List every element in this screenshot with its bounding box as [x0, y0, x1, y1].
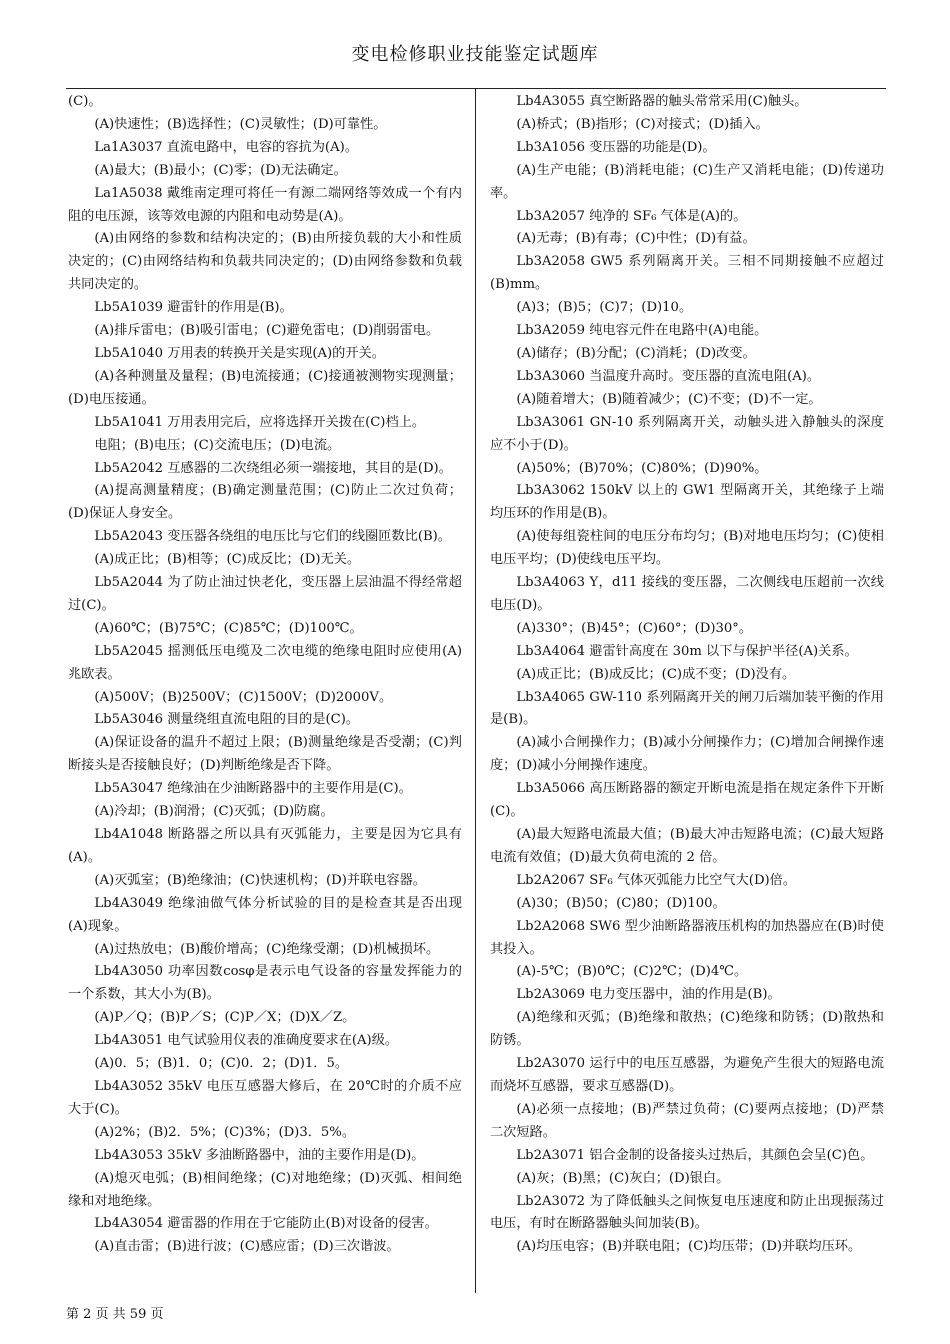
text-line: (A)50%；(B)70%；(C)80%；(D)90%。 — [516, 460, 768, 476]
text-line: Lb3A5066 高压断路器的额定开断电流是指在规定条件下开断(C)。 — [490, 781, 884, 820]
text-line: (A)成正比；(B)成反比；(C)成不变；(D)没有。 — [516, 666, 796, 682]
text-line: La1A3037 直流电路中，电容的容抗为(A)。 — [94, 139, 358, 155]
text-line: (A)2%；(B)2．5%；(C)3%；(D)3．5%。 — [94, 1124, 356, 1140]
text-line: (A)灭弧室；(B)绝缘油；(C)快速机构；(D)并联电容器。 — [94, 872, 426, 888]
text-line: Lb4A3049 绝缘油做气体分析试验的目的是检查其是否出现(A)现象。 — [68, 895, 462, 934]
text-line: Lb3A3061 GN-10 系列隔离开关，动触头进入静触头的深度应不小于(D)。 — [490, 414, 884, 453]
text-line: Lb3A4063 Y，d11 接线的变压器，二次侧线电压超前一次线电压(D)。 — [490, 575, 884, 613]
column-divider — [475, 89, 476, 1293]
text-line: (A)直击雷；(B)进行波；(C)感应雷；(D)三次谐波。 — [94, 1239, 400, 1255]
text-line: (A)60℃；(B)75℃；(C)85℃；(D)100℃。 — [94, 620, 363, 636]
text-line: (A)必须一点接地；(B)严禁过负荷；(C)要两点接地；(D)严禁二次短路。 — [490, 1101, 884, 1140]
text-line: Lb4A3051 电气试验用仪表的准确度要求在(A)级。 — [94, 1033, 399, 1049]
page-header-title: 变电检修职业技能鉴定试题库 — [351, 44, 599, 65]
text-line: Lb3A1056 变压器的功能是(D)。 — [516, 139, 716, 155]
text-line: (A)提高测量精度；(B)确定测量范围；(C)防止二次过负荷；(D)保证人身安全。 — [68, 483, 462, 522]
text-line: (A)使每组瓷柱间的电压分布均匀；(B)对地电压均匀；(C)使相电压平均；(D)使线电压平均。 — [490, 529, 884, 568]
text-line: Lb3A2058 GW5 系列隔离开关。三相不同期接触不应超过(B)mm。 — [490, 254, 884, 293]
text-line: Lb4A1048 断路器之所以具有灭弧能力，主要是因为它具有(A)。 — [68, 827, 462, 865]
text-line: (A)熄灭电弧；(B)相间绝缘；(C)对地绝缘；(D)灭弧、相间绝缘和对地绝缘。 — [68, 1170, 462, 1209]
text-line: (A)330°；(B)45°；(C)60°；(D)30°。 — [516, 620, 753, 636]
text-line: Lb3A4064 避雷针高度在 30m 以下与保护半径(A)关系。 — [516, 643, 858, 659]
text-line: Lb2A2068 SW6 型少油断路器液压机构的加热器应在(B)时使其投入。 — [490, 918, 884, 957]
text-line: Lb4A3054 避雷器的作用在于它能防止(B)对设备的侵害。 — [94, 1216, 438, 1232]
text-line: Lb2A3072 为了降低触头之间恢复电压速度和防止出现振荡过电压，有时在断路器触头间加装(B)。 — [490, 1193, 884, 1232]
text-line: Lb5A3046 测量绕组直流电阻的目的是(C)。 — [94, 712, 360, 728]
text-line: (A)-5℃；(B)0℃；(C)2℃；(D)4℃。 — [516, 964, 748, 980]
left-column — [68, 91, 462, 1259]
text-line: (A)成正比；(B)相等；(C)成反比；(D)无关。 — [94, 552, 361, 568]
text-line: (A)生产电能；(B)消耗电能；(C)生产又消耗电能；(D)传递功率。 — [490, 162, 884, 201]
text-line: (A)均压电容；(B)并联电阻；(C)均压带；(D)并联均压环。 — [516, 1239, 862, 1255]
text-line: (A)30；(B)50；(C)80；(D)100。 — [516, 895, 726, 911]
text-line: (A)无毒；(B)有毒；(C)中性；(D)有益。 — [516, 231, 756, 247]
text-line: Lb4A3050 功率因数cosφ是表示电气设备的容量发挥能力的一个系数，其大小为(B)。 — [68, 964, 462, 1003]
text-line: (A)减小合闸操作力；(B)减小分闸操作力；(C)增加合闸操作速度；(D)减小分闸操作速度。 — [490, 735, 884, 774]
text-line: Lb2A3071 铝合金制的设备接头过热后，其颜色会呈(C)色。 — [516, 1147, 874, 1163]
text-line: (A)3；(B)5；(C)7；(D)10。 — [516, 300, 693, 316]
text-line: (C)。 — [68, 94, 102, 109]
text-line: (A)快速性；(B)选择性；(C)灵敏性；(D)可靠性。 — [94, 116, 387, 132]
page-footer: 第 2 页 共 59 页 — [66, 1307, 164, 1322]
text-line: Lb3A4065 GW-110 系列隔离开关的闸刀后端加装平衡的作用是(B)。 — [490, 689, 884, 728]
text-line: Lb5A1041 万用表用完后，应将选择开关拨在(C)档上。 — [94, 414, 426, 430]
text-line: (A)最大短路电流最大值；(B)最大冲击短路电流；(C)最大短路电流有效值；(D)最大负荷电流的 2 倍。 — [490, 827, 884, 865]
text-line: (A)0．5；(B)1．0；(C)0．2；(D)1．5。 — [94, 1056, 349, 1072]
text-line: Lb4A3055 真空断路器的触头常常采用(C)触头。 — [516, 94, 808, 109]
text-line: Lb3A3062 150kV 以上的 GW1 型隔离开关，其绝缘子上端均压环的作用是(B)。 — [490, 483, 884, 522]
text-line: Lb5A2042 互感器的二次绕组必须一端接地，其目的是(D)。 — [94, 460, 452, 476]
text-line: Lb5A3047 绝缘油在少油断路器中的主要作用是(C)。 — [94, 781, 412, 797]
text-line: (A)各种测量及量程；(B)电流接通；(C)接通被测物实现测量；(D)电压接通。 — [68, 368, 462, 407]
text-line: Lb3A2057 纯净的 SF₆ 气体是(A)的。 — [516, 208, 747, 224]
text-line: La1A5038 戴维南定理可将任一有源二端网络等效成一个有内阻的电压源，该等效电源的内阻和电动势是(A)。 — [68, 185, 462, 224]
text-line: (A)随着增大；(B)随着减少；(C)不变；(D)不一定。 — [516, 391, 822, 407]
text-line: (A)保证设备的温升不超过上限；(B)测量绝缘是否受潮；(C)判断接头是否接触良好；(D)判断绝缘是否下降。 — [68, 735, 462, 774]
text-line: (A)P／Q；(B)P／S；(C)P／X；(D)X／Z。 — [94, 1010, 356, 1026]
text-line: (A)最大；(B)最小；(C)零；(D)无法确定。 — [94, 162, 347, 178]
text-line: (A)500V；(B)2500V；(C)1500V；(D)2000V。 — [94, 689, 393, 705]
text-line: Lb5A2043 变压器各绕组的电压比与它们的线圈匝数比(B)。 — [94, 529, 451, 545]
text-line: Lb5A1039 避雷针的作用是(B)。 — [94, 300, 293, 316]
text-line: (A)冷却；(B)润滑；(C)灭弧；(D)防腐。 — [94, 804, 334, 820]
text-line: (A)排斥雷电；(B)吸引雷电；(C)避免雷电；(D)削弱雷电。 — [94, 323, 440, 339]
header-rule — [66, 88, 886, 89]
text-line: Lb5A2044 为了防止油过快老化，变压器上层油温不得经常超过(C)。 — [68, 575, 462, 613]
text-line: Lb4A3053 35kV 多油断路器中，油的主要作用是(D)。 — [94, 1147, 425, 1163]
text-line: Lb5A2045 摇测低压电缆及二次电缆的绝缘电阻时应使用(A)兆欧表。 — [68, 643, 462, 682]
right-column — [490, 91, 884, 1259]
text-line: Lb2A2067 SF₆ 气体灭弧能力比空气大(D)倍。 — [516, 872, 797, 888]
text-line: (A)由网络的参数和结构决定的；(B)由所接负载的大小和性质决定的；(C)由网络结构和负载共同决定的；(D)由网络参数和负载共同决定的。 — [68, 231, 462, 293]
text-line: (A)过热放电；(B)酸价增高；(C)绝缘受潮；(D)机械损坏。 — [94, 941, 440, 957]
text-line: (A)桥式；(B)指形；(C)对接式；(D)插入。 — [516, 116, 769, 132]
text-line: Lb4A3052 35kV 电压互感器大修后，在 20℃时的介质不应大于(C)。 — [68, 1078, 462, 1117]
text-line: (A)绝缘和灭弧；(B)绝缘和散热；(C)绝缘和防锈；(D)散热和防锈。 — [490, 1010, 884, 1049]
text-line: (A)储存；(B)分配；(C)消耗；(D)改变。 — [516, 345, 756, 361]
text-line: Lb3A3060 当温度升高时。变压器的直流电阻(A)。 — [516, 368, 821, 384]
text-line: Lb2A3069 电力变压器中，油的作用是(B)。 — [516, 987, 781, 1003]
text-line: Lb2A3070 运行中的电压互感器，为避免产生很大的短路电流而烧坏互感器，要求互感器(D)。 — [490, 1056, 884, 1094]
text-line: (A)灰；(B)黑；(C)灰白；(D)银白。 — [516, 1170, 730, 1186]
text-line: Lb3A2059 纯电容元件在电路中(A)电能。 — [516, 323, 768, 339]
text-line: Lb5A1040 万用表的转换开关是实现(A)的开关。 — [94, 345, 385, 361]
text-line: 电阻；(B)电压；(C)交流电压；(D)电流。 — [94, 437, 341, 453]
